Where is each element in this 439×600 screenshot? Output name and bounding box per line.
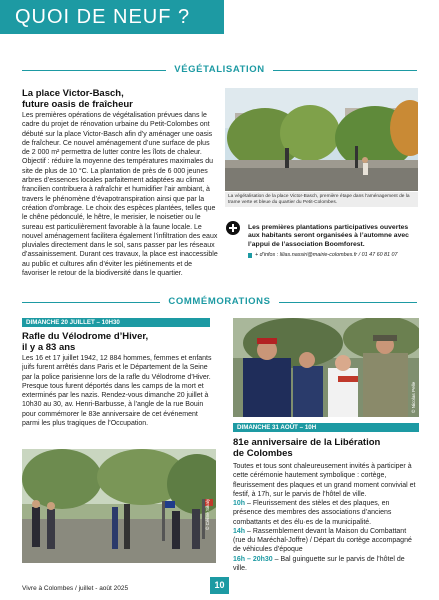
event-intro: Toutes et tous sont chaleureusement invités à participer à cette cérémonie hautement symbolique : cortège, fleurissement des plaques et un grand moment convivial et festif, à 17h, sur le parvis de l’hôtel de ville. [233, 463, 416, 498]
event-title-line1: Rafle du Vélodrome d’Hiver, [22, 331, 149, 342]
veterans-photo [233, 318, 419, 417]
page-title: QUOI DE NEUF ? [15, 6, 191, 28]
photo-credit: © Céline Sikaly [205, 498, 210, 530]
event-title-line1: 81e anniversaire de la Libération [233, 437, 381, 448]
event-title [22, 331, 217, 353]
event-title-line2: de Colombes [233, 448, 293, 459]
article-title [22, 88, 212, 110]
event-title-line2: il y a 83 ans [22, 342, 76, 353]
event-body: Les 16 et 17 juillet 1942, 12 884 hommes, femmes et enfants juifs furent arrêtés dans Paris et le Département de la Seine par la police parisienne lors de la rafle du Vélodrome d’Hiver. Presque tous furent déportés dans les camps de la mort et exterminés par les nazis. Rendez-vous dimanche 20 juillet à 10h30 au 30, av. Henri-Barbusse, à l’angle de la rue Bouin pour commémorer le 83e anniversaire de cet événement parmi les plus tragiques de l’Occupation. [22, 355, 212, 428]
schedule-time: 10h [233, 500, 246, 507]
park-photo [225, 88, 418, 191]
schedule-text: – Fleurissement des stèles et des plaques, en présence des membres des associations d’anciens combattants et des élu·es de la municipalité. [233, 500, 392, 526]
event-title [233, 437, 419, 459]
section-heading-text: COMMÉMORATIONS [160, 296, 278, 307]
info-link[interactable]: + d’infos : lilias.nassiri@mairie-colombes.fr / 01 47 60 81 07 [255, 252, 398, 258]
schedule-item [233, 499, 419, 527]
section-heading [22, 296, 417, 307]
article-title-line1: La place Victor-Basch, [22, 88, 124, 99]
schedule-time: 14h [233, 527, 246, 535]
schedule-item [233, 527, 419, 555]
schedule-text: – Rassemblement devant la Maison du Combattant (rue du Maréchal-Joffre) / Départ du cortège accompagné de véhicules d’époque [233, 527, 412, 554]
footer-publication: Vivre à Colombes / juillet - août 2025 [22, 585, 129, 592]
ceremony-photo [22, 449, 216, 563]
event-date-tag: DIMANCHE 31 AOÛT – 10H [233, 423, 419, 432]
schedule-text: – Bal guinguette sur le parvis de l’hôtel de ville. [233, 555, 405, 573]
event-date-tag: DIMANCHE 20 JUILLET – 10H30 [22, 318, 210, 327]
section-heading-text: VÉGÉTALISATION [166, 64, 272, 75]
schedule-time: 16h – 20h30 [233, 555, 273, 563]
photo-caption: La végétalisation de la place Victor-Basch, première étape dans l’aménagement de la trame verte et bleue du quartier du Petit-Colombes. [225, 192, 418, 207]
section-heading [22, 64, 417, 75]
plus-circle-icon [226, 221, 240, 235]
schedule-item [233, 555, 419, 574]
photo-credit: © Nicolas Pelle [411, 381, 416, 413]
page-number: 10 [210, 577, 229, 594]
event-schedule [233, 499, 419, 573]
info-text: Les premières plantations participatives ouvertes aux habitants seront organisées à l’automne avec l’appui de l’association Boomforest. [248, 224, 409, 248]
article-body: Les premières opérations de végétalisation prévues dans le cadre du projet de rénovation urbaine du Petit-Colombes ont débuté sur la place Victor-Basch afin d’y aménager une oasis de fraîcheur. Ce nouvel aménagement d’une surface de plus de 2 000 m² permettra de lutter contre les îlots de chaleur. Objectif : réduire la moyenne des températures maximales du site de plus de 10 °C. La plantation de près de 6 000 jeunes arbres d’essences locales parfaitement adaptées au climat francilien contribuera à rafraîchir et humidifier l’air ambiant, à travers le phénomène d’évapotranspiration ainsi que par la création d’ombrage. Le choix des espèces plantées, telles que le chêne pédonculé, le hêtre, le merisier, le noisetier ou le sureau est particulièrement favorable à la faune locale. Le nouvel aménagement facilitera également l’infiltration des eaux pluviales directement dans le sol, sans passer par les réseaux d’assainissement. Durant ces travaux, la place est inaccessible au public et cultures afin d’éviter les piétinements et de favoriser le retour de la biodiversité dans le quartier. [22, 112, 218, 278]
arrow-icon [248, 253, 252, 258]
article-title-line2: future oasis de fraîcheur [22, 99, 133, 110]
